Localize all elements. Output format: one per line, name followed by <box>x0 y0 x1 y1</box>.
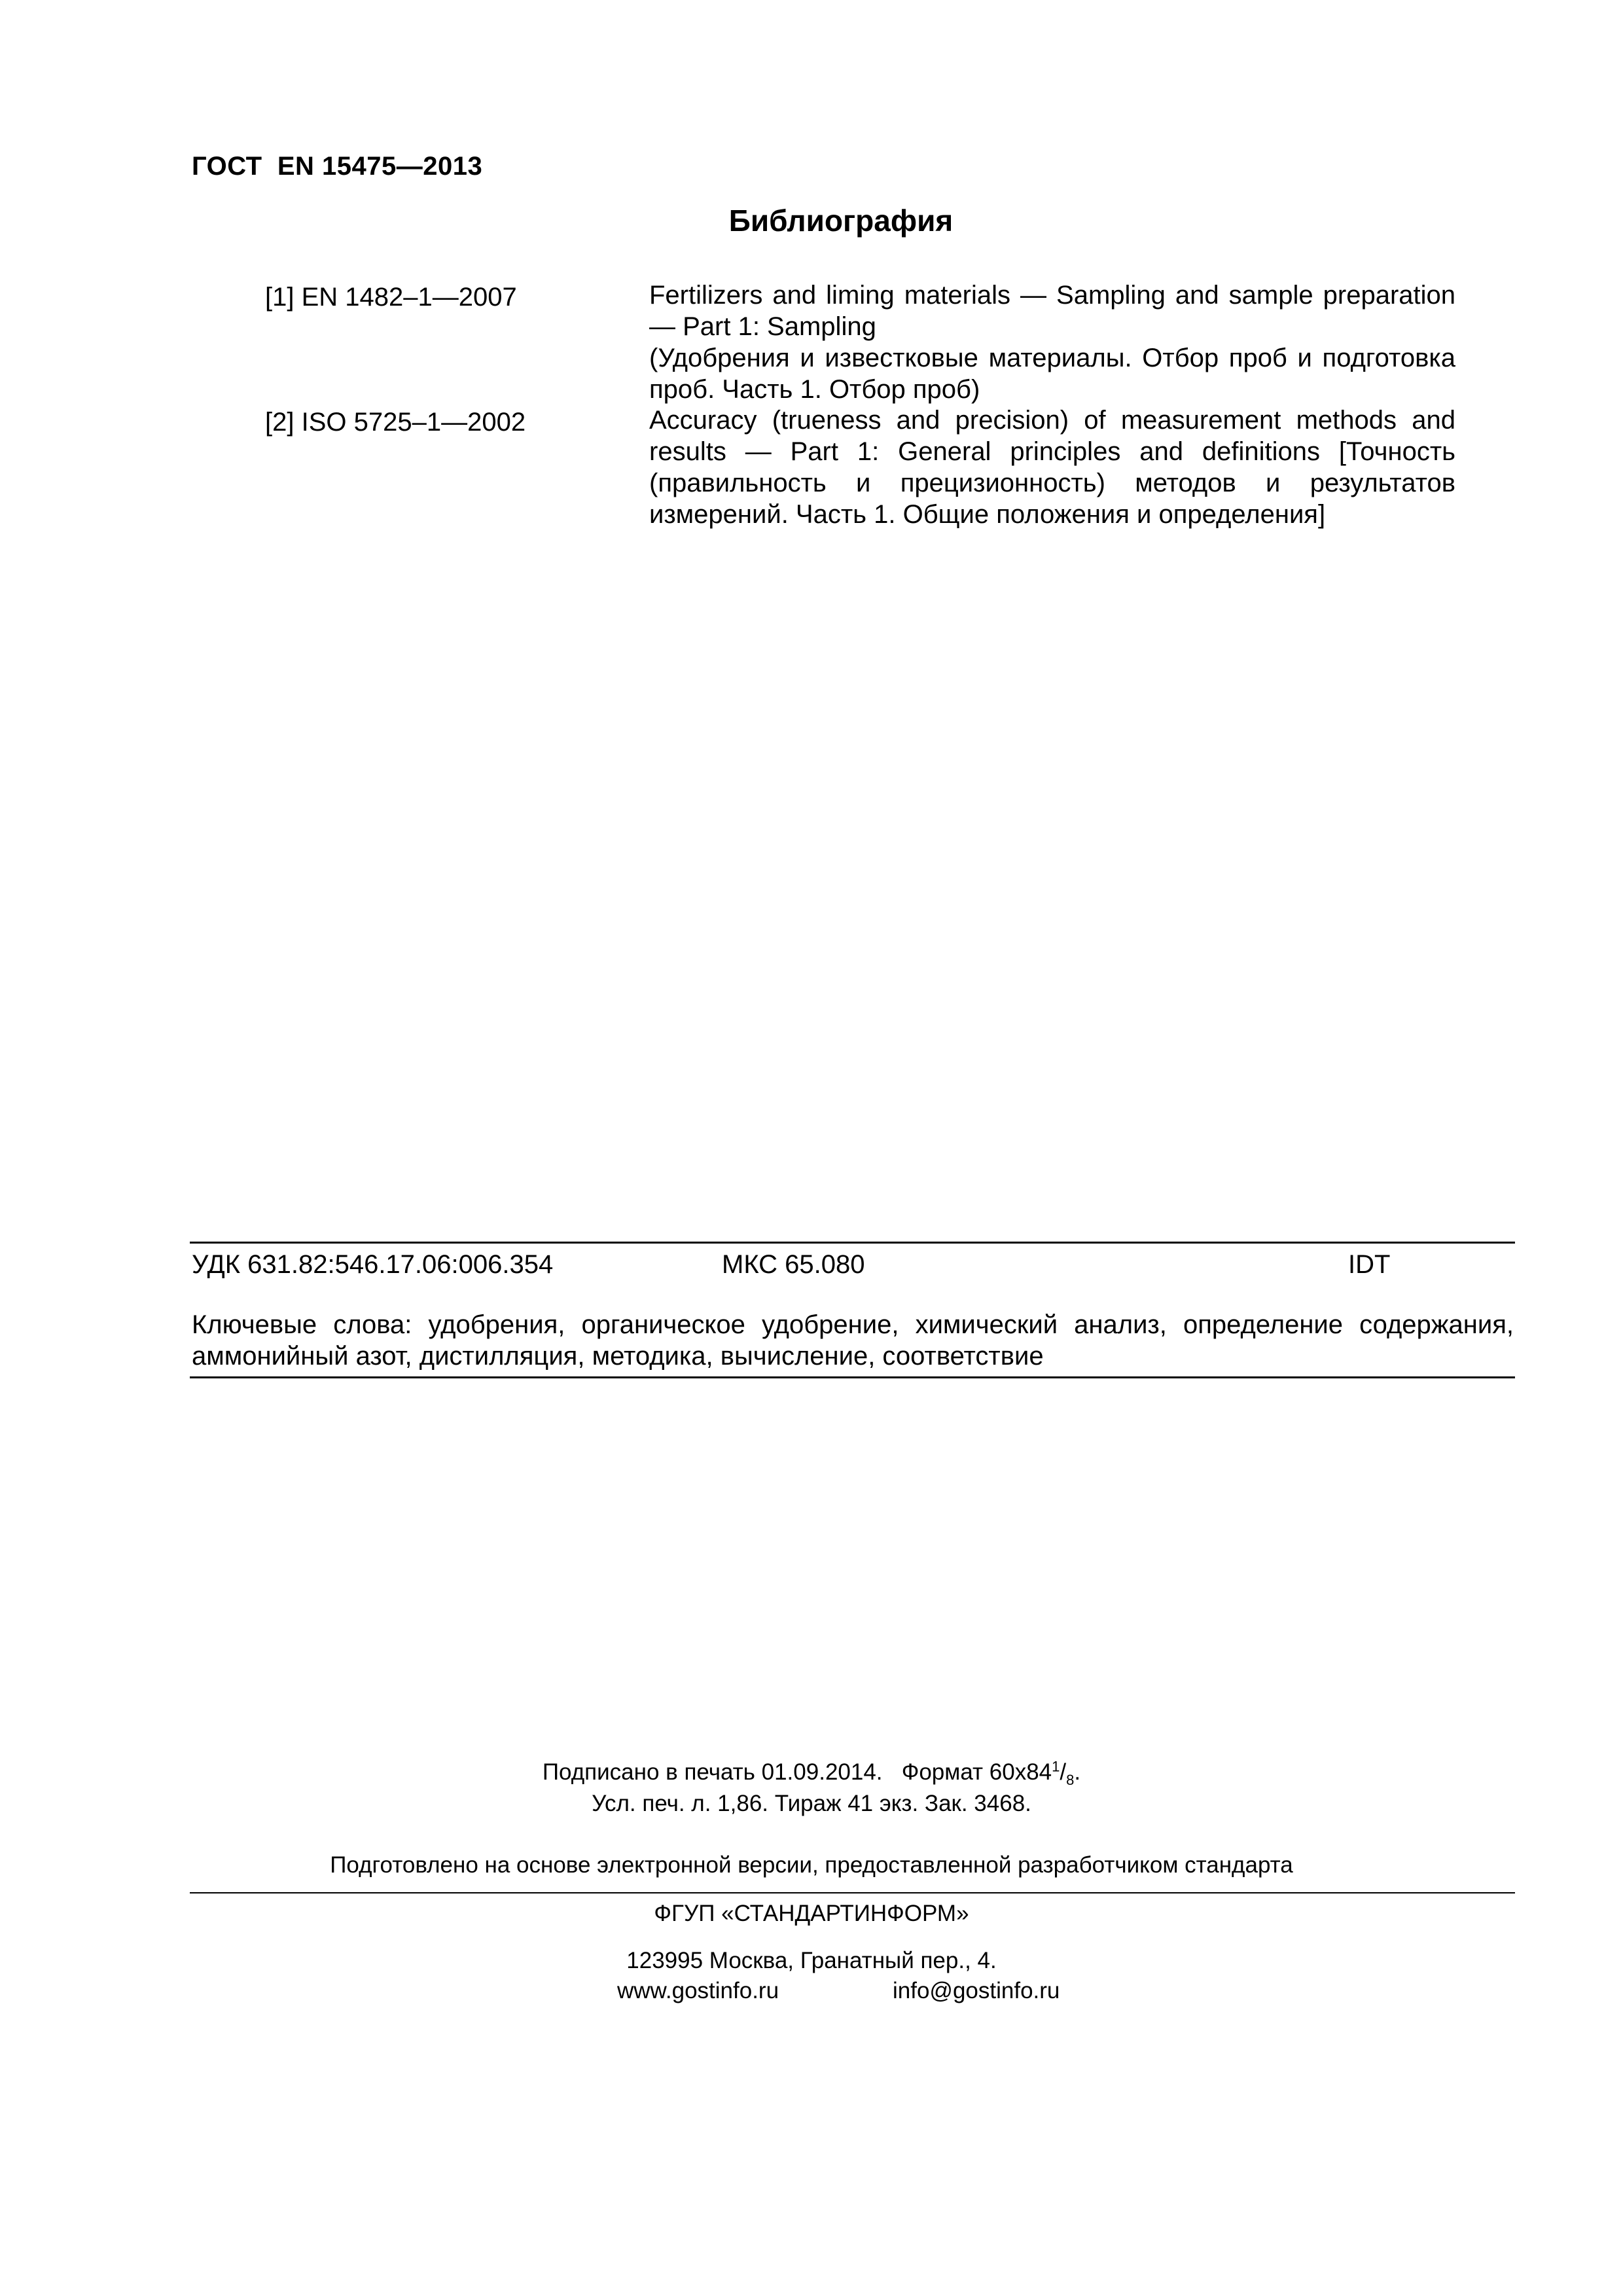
format-end: . <box>1074 1759 1081 1785</box>
reference-title-2: Accuracy (trueness and precision) of measurement methods and results — Part 1: General principles and definitions [Точность (правильность и прецизионность) методов и результатов измерений. Часть 1. Общие положения и определения] <box>649 406 1455 529</box>
website-link[interactable]: www.gostinfo.ru <box>617 1978 779 2003</box>
publisher-name: ФГУП «СТАНДАРТИНФОРМ» <box>654 1901 969 1926</box>
paper-format: Формат 60х84 <box>901 1759 1052 1785</box>
email-link[interactable]: info@gostinfo.ru <box>893 1978 1060 2003</box>
reference-text-1 <box>649 279 1455 405</box>
format-fraction-numerator: 1 <box>1052 1758 1060 1775</box>
print-info: Усл. печ. л. 1,86. Тираж 41 экз. Зак. 3468. <box>592 1791 1031 1816</box>
reference-number-1: [1] EN 1482–1—2007 <box>265 283 517 312</box>
prepared-note: Подготовлено на основе электронной версии, предоставленной разработчиком стандарта <box>330 1852 1293 1878</box>
signed-date: Подписано в печать 01.09.2014. <box>542 1759 883 1785</box>
reference-number-2: [2] ISO 5725–1—2002 <box>265 408 526 437</box>
classification-top-rule <box>190 1242 1515 1244</box>
bibliography-title: Библиография <box>728 204 954 238</box>
udc-code: УДК 631.82:546.17.06:006.354 <box>192 1250 554 1279</box>
reference-title-en-1: Fertilizers and liming materials — Sampling and sample preparation — Part 1: Sampling <box>649 281 1455 341</box>
publisher-address: 123995 Москва, Гранатный пер., 4. <box>626 1948 997 1973</box>
publisher-rule <box>190 1892 1515 1893</box>
format-fraction-denominator: 8 <box>1066 1772 1075 1788</box>
document-code: ГОСТ EN 15475—2013 <box>192 152 483 181</box>
classification-bottom-rule <box>190 1376 1515 1378</box>
reference-title-ru-1: (Удобрения и известковые материалы. Отбор проб и подготовка проб. Часть 1. Отбор проб) <box>649 344 1455 404</box>
reference-text-2 <box>649 404 1455 530</box>
keywords: Ключевые слова: удобрения, органическое удобрение, химический анализ, определение содержания, аммонийный азот, дистилляция, методика, вычисление, соответствие <box>192 1310 1514 1371</box>
mks-code: МКС 65.080 <box>722 1250 865 1279</box>
idt-label: IDT <box>1348 1250 1391 1279</box>
imprint-signed-line: Подписано в печать 01.09.2014. Формат $60х84^1/_8$. <box>542 1758 1081 1788</box>
